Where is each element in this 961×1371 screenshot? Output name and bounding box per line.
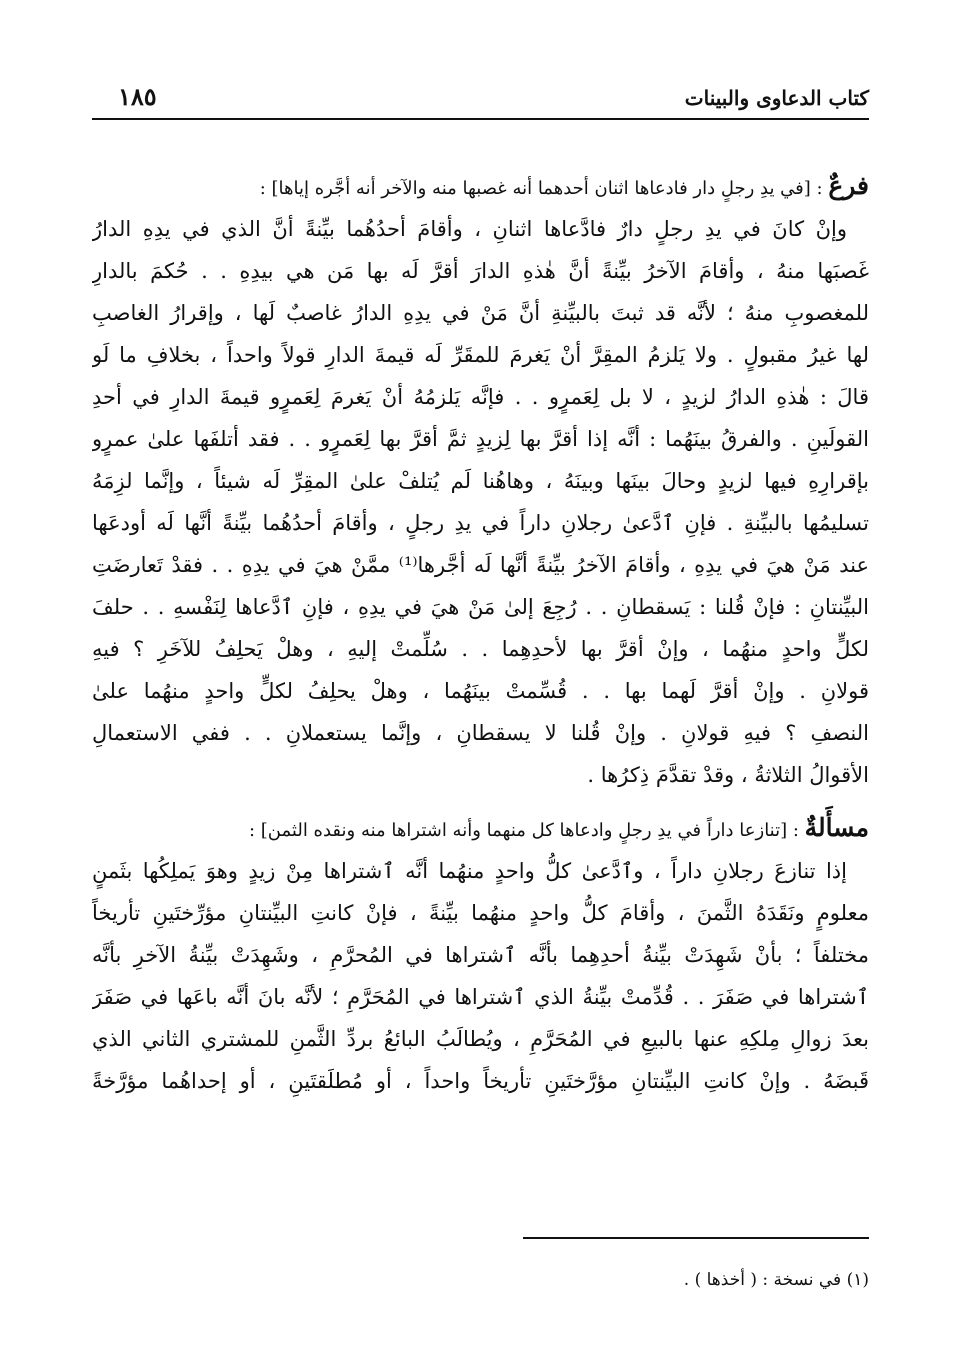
text-line: إذا تنازعَ رجلانِ داراً ، وٱدَّعىٰ كلُّ واحدٍ منهُما أنَّه ٱشتراها مِنْ زيدٍ وهوَ يَملِكُها بثَمنٍ bbox=[92, 859, 847, 883]
section-label-masala: مسأَلةٌ bbox=[804, 813, 869, 842]
text-line: غَصبَها منهُ ، وأقامَ الآخرُ بيِّنةً أنَّ هٰذهِ الدارَ أقرَّ لَه بها مَن هي بيدِهِ . . حُكمَ بالدارِ bbox=[92, 259, 869, 283]
section-title-far: : [في يدِ رجلٍ دار فادعاها اثنان أحدهما أنه غصبها منه والآخر أنه أجَّره إياها] : bbox=[259, 178, 829, 199]
section-title-masala: : [تنازعا داراً في يدِ رجلٍ وادعاها كل منهما وأنه اشتراها منه ونقده الثمن] : bbox=[249, 820, 805, 841]
text-line: البيِّنتانِ : فإنْ قُلنا : يَسقطانِ . . رُجِعَ إلىٰ مَنْ هيَ في يدِهِ ، فإنِ ٱدَّعاها لِنَفْسهِ . . حلفَ bbox=[92, 595, 869, 619]
footnote-separator bbox=[523, 1237, 869, 1239]
text-line: عند مَنْ هيَ في يدِهِ ، وأقامَ الآخرُ بيِّنةً أنَّها لَه أجَّرها⁽¹⁾ ممَّنْ هيَ في يدِهِ . . فقدْ تَعارضَتِ bbox=[92, 553, 869, 577]
text-line: الأقوالُ الثلاثةُ ، وقدْ تقدَّمَ ذِكرُها . bbox=[587, 763, 869, 787]
text-line: لها غيرُ مقبولٍ . ولا يَلزمُ المقِرَّ أنْ يَغرمَ للمقَرِّ لَه قيمةَ الدارِ قولاً واحداً ، بخلافِ ما لَو bbox=[92, 343, 869, 367]
text-line: معلومٍ ونَقَدَهُ الثَّمنَ ، وأقامَ كلُّ واحدٍ منهُما بيِّنةً ، فإنْ كانتِ البيِّنتانِ مؤرِّختَينِ تأريخاً bbox=[92, 901, 869, 925]
section-heading-masala bbox=[92, 810, 869, 850]
section-spacer bbox=[92, 796, 869, 810]
text-line: القولَينِ . والفرقُ بينَهُما : أنَّه إذا أقرَّ بها لِزيدٍ ثمَّ أقرَّ بها لِعَمرٍو . . فقد أتلفَها علىٰ عمرٍو bbox=[92, 427, 869, 451]
paragraph-masala bbox=[92, 850, 869, 1102]
page-number: ١٨٥ bbox=[118, 82, 157, 111]
text-line: ٱشتراها في صَفَرَ . . قُدِّمتْ بيِّنةُ الذي ٱشتراها في المُحَرَّمِ ؛ لأنَّه بانَ أنَّه باعَها في صَفَرَ bbox=[92, 985, 869, 1009]
text-line: مختلفاً ؛ بأنْ شَهِدَتْ بيِّنةُ أحدِهِما بأنَّه ٱشتراها في المُحرَّمِ ، وشَهِدَتْ بيِّنةُ الآخرِ بأنَّه bbox=[92, 943, 869, 967]
text-line: بعدَ زوالِ مِلكِهِ عنها بالبيعِ في المُحَرَّمِ ، ويُطالَبُ البائعُ بردِّ الثَّمنِ للمشتري الثاني الذي bbox=[92, 1027, 869, 1051]
section-label-far: فرعٌ bbox=[828, 171, 869, 200]
body-text bbox=[92, 168, 869, 1102]
text-line: لكلٍّ واحدٍ منهُما ، وإنْ أقرَّ بها لأحدِهِما . . سُلِّمتْ إليهِ ، وهلْ يَحلِفُ للآخَرِ ؟ فيهِ bbox=[92, 637, 869, 661]
text-line: تسليمُها بالبيِّنةِ . فإنِ ٱدَّعىٰ رجلانِ داراً في يدِ رجلٍ ، وأقامَ أحدُهُما بيِّنةً أنَّها لَه أودعَها bbox=[92, 511, 869, 535]
paragraph-far bbox=[92, 208, 869, 796]
text-line: قَبضَهُ . وإنْ كانتِ البيِّنتانِ مؤرَّختَينِ تأريخاً واحداً ، أو مُطلَقتَينِ ، أو إحداهُما مؤرَّخةً bbox=[92, 1069, 869, 1093]
text-line: للمغصوبِ منهُ ؛ لأنَّه قد ثبتَ بالبيِّنةِ أنَّ مَنْ في يدِهِ الدارُ غاصبٌ لَها ، وإقرارُ الغاصبِ bbox=[92, 301, 869, 325]
section-heading-far bbox=[92, 168, 869, 208]
text-line: قالَ : هٰذهِ الدارُ لزيدٍ ، لا بل لِعَمرٍو . . فإنَّه يَلزمُهُ أنْ يَغرمَ لِعَمرٍو قيمةَ الدارِ في أحدِ bbox=[92, 385, 869, 409]
text-line: النصفِ ؟ فيهِ قولانِ . وإنْ قُلنا لا يسقطانِ ، وإنَّما يستعملانِ . . ففي الاستعمالِ bbox=[92, 721, 869, 745]
running-header bbox=[92, 82, 869, 120]
text-line: بإقرارِهِ فيها لزيدٍ وحالَ بينَها وبينَهُ ، وهاهُنا لَم يُتلفْ علىٰ المقِرِّ لَه شيئاً ، وإنَّما لزِمَهُ bbox=[92, 469, 869, 493]
footnote: (١) في نسخة : ( أخذها ) . bbox=[683, 1270, 869, 1290]
book-title: كتاب الدعاوى والبينات bbox=[684, 86, 869, 110]
text-line: قولانِ . وإنْ أقرَّ لَهما بها . . قُسِّمتْ بينَهُما ، وهلْ يحلِفُ لكلٍّ واحدٍ منهُما علىٰ bbox=[92, 679, 869, 703]
text-line: وإنْ كانَ في يدِ رجلٍ دارٌ فادَّعاها اثنانِ ، وأقامَ أحدُهُما بيِّنةً أنَّ الذي في يدِهِ الدارُ bbox=[92, 217, 847, 241]
